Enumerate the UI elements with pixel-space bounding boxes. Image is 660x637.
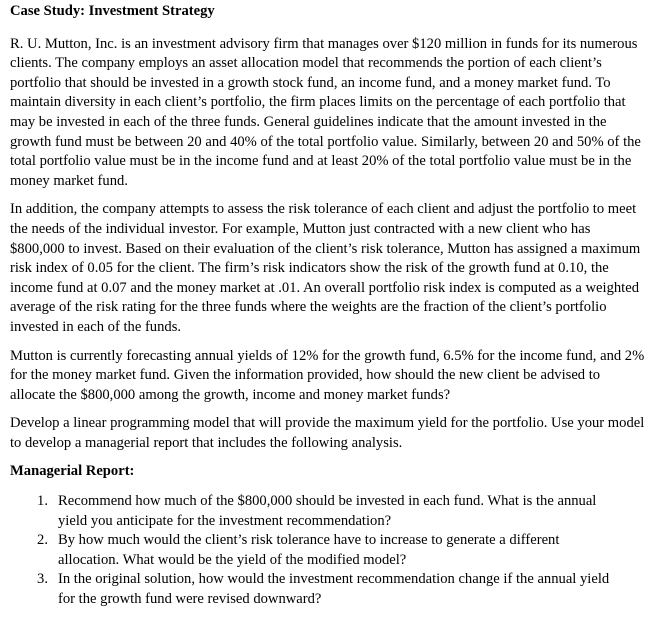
managerial-report-heading: Managerial Report:: [10, 463, 135, 480]
paragraph-yield-forecast: Mutton is currently forecasting annual yields of 12% for the growth fund, 6.5% for the income fund, and 2% for the money market fund. Given the information provided, how should the new client be advised to allocate the $800,000 among the growth, income and money market funds?: [10, 347, 645, 403]
question-number: 1.: [37, 493, 48, 510]
question-text: In the original solution, how would the investment recommendation change if the annual yield for the growth fund were revised downward?: [58, 571, 610, 608]
paragraph-risk-tolerance: In addition, the company attempts to assess the risk tolerance of each client and adjust the portfolio to meet the needs of the individual investor. For example, Mutton just contracted with a new client who has $800,000 to invest. Based on their evaluation of the client’s risk tolerance, Mutton has assigned a maximum risk index of 0.05 for the client. The firm’s risk indicators show the risk of the growth fund at 0.10, the income fund at 0.07 and the money market at .01. An overall portfolio risk index is computed as a weighted average of the risk rating for the three funds where the weights are the fraction of the client’s portfolio invested in each of the funds.: [10, 201, 641, 335]
question-number: 3.: [37, 571, 48, 588]
report-question-item: [10, 492, 648, 531]
report-question-list: [10, 492, 648, 610]
question-text: By how much would the client’s risk tolerance have to increase to generate a different allocation. What would be the yield of the modified model?: [58, 532, 560, 568]
report-question-item: [10, 531, 648, 570]
paragraph-lp-instructions: Develop a linear programming model that will provide the maximum yield for the portfolio. Use your model to develop a managerial report that includes the following analysis.: [10, 415, 645, 451]
question-text: Recommend how much of the $800,000 should be invested in each fund. What is the annual yield you anticipate for the investment recommendation?: [58, 493, 597, 529]
document-title: Case Study: Investment Strategy: [10, 3, 215, 19]
paragraph-firm-overview: R. U. Mutton, Inc. is an investment advisory firm that manages over $120 million in funds for its numerous clients. The company employs an asset allocation model that recommends the portion of each client’s portfolio that should be invested in a growth stock fund, an income fund, and a money market fund. To maintain diversity in each client’s portfolio, the firm places limits on the percentage of each portfolio that may be invested in each of the three funds. General guidelines indicate that the amount invested in the growth fund must be between 20 and 40% of the total portfolio value. Similarly, between 20 and 50% of the total portfolio value must be in the income fund and at least 20% of the total portfolio value must be in the money market fund.: [10, 35, 641, 189]
report-question-item: [10, 570, 648, 609]
question-number: 2.: [37, 532, 48, 549]
